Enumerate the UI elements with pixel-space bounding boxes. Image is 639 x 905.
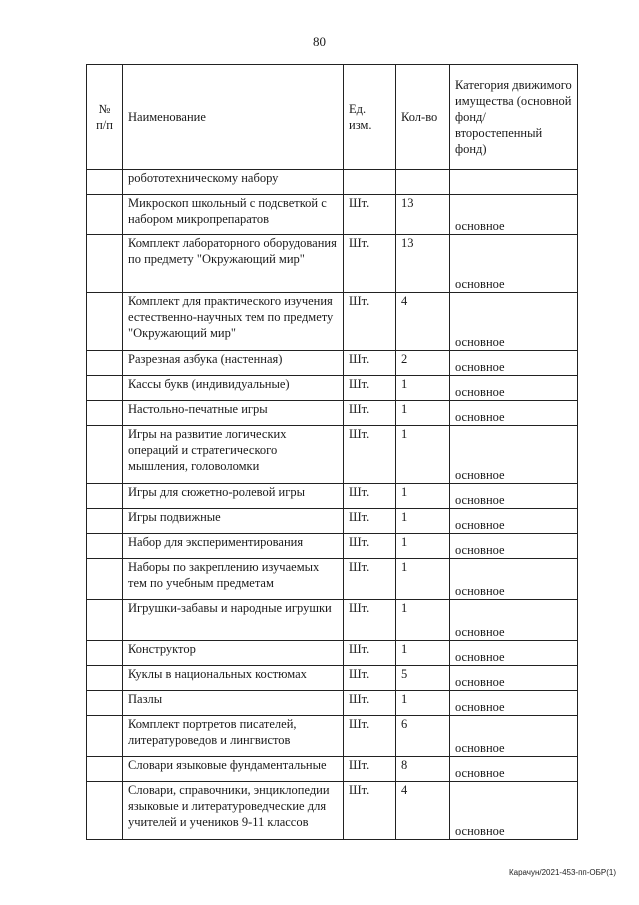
row-name: Игры для сюжетно-ролевой игры [123,484,344,509]
row-name: Куклы в национальных костюмах [123,666,344,691]
table-row [87,235,578,293]
table-row [87,691,578,716]
row-num [87,534,123,559]
row-num [87,195,123,235]
row-qty: 8 [396,757,450,782]
row-num [87,376,123,401]
table-row [87,484,578,509]
row-num [87,293,123,351]
table-row [87,293,578,351]
row-category: основное [450,666,578,691]
row-unit: Шт. [344,782,396,840]
row-qty: 1 [396,534,450,559]
row-category: основное [450,534,578,559]
row-unit: Шт. [344,293,396,351]
row-qty: 1 [396,484,450,509]
row-category: основное [450,235,578,293]
row-category: основное [450,293,578,351]
row-num [87,757,123,782]
row-unit: Шт. [344,757,396,782]
row-category: основное [450,641,578,666]
row-name: Словари языковые фундаментальные [123,757,344,782]
row-unit [344,170,396,195]
row-num [87,235,123,293]
row-unit: Шт. [344,691,396,716]
table-row [87,426,578,484]
header-qty: Кол-во [396,65,450,170]
row-name: Набор для экспериментирования [123,534,344,559]
table-row [87,376,578,401]
row-category: основное [450,600,578,641]
row-num [87,426,123,484]
row-name: Конструктор [123,641,344,666]
row-num [87,666,123,691]
row-category: основное [450,195,578,235]
row-unit: Шт. [344,600,396,641]
header-unit: Ед. изм. [344,65,396,170]
row-category: основное [450,426,578,484]
row-qty: 13 [396,195,450,235]
row-num [87,782,123,840]
row-unit: Шт. [344,235,396,293]
row-category: основное [450,509,578,534]
header-row [87,65,578,170]
document-code: Карачун/2021-453-пп-ОБР(1) [508,868,616,877]
row-category: основное [450,401,578,426]
table-row [87,559,578,600]
row-category [450,170,578,195]
row-num [87,600,123,641]
row-name: Комплект для практического изучения естественно-научных тем по предмету "Окружающий мир" [123,293,344,351]
row-qty: 1 [396,509,450,534]
row-category: основное [450,716,578,757]
row-qty: 2 [396,351,450,376]
equipment-table [86,64,578,840]
table-row [87,351,578,376]
row-name: робототехническому набору [123,170,344,195]
row-unit: Шт. [344,666,396,691]
table-row [87,509,578,534]
row-unit: Шт. [344,376,396,401]
row-unit: Шт. [344,534,396,559]
row-qty: 4 [396,293,450,351]
row-num [87,484,123,509]
row-qty: 1 [396,641,450,666]
row-qty: 1 [396,600,450,641]
table-row [87,534,578,559]
row-category: основное [450,484,578,509]
row-category: основное [450,351,578,376]
row-name: Разрезная азбука (настенная) [123,351,344,376]
table-row [87,716,578,757]
table-row [87,600,578,641]
row-num [87,691,123,716]
row-unit: Шт. [344,509,396,534]
row-name: Кассы букв (индивидуальные) [123,376,344,401]
row-num [87,559,123,600]
row-name: Пазлы [123,691,344,716]
row-qty [396,170,450,195]
row-qty: 1 [396,376,450,401]
table-row [87,401,578,426]
table-row [87,666,578,691]
row-category: основное [450,559,578,600]
row-unit: Шт. [344,401,396,426]
row-qty: 13 [396,235,450,293]
row-name: Наборы по закреплению изучаемых тем по учебным предметам [123,559,344,600]
row-category: основное [450,376,578,401]
row-name: Словари, справочники, энциклопедии языковые и литературоведческие для учителей и учеников 9-11 классов [123,782,344,840]
row-category: основное [450,691,578,716]
row-unit: Шт. [344,484,396,509]
page-number: 80 [313,34,326,49]
row-num [87,716,123,757]
row-qty: 1 [396,401,450,426]
header-name: Наименование [123,65,344,170]
row-name: Микроскоп школьный с подсветкой с набором микропрепаратов [123,195,344,235]
header-category: Категория движимого имущества (основной фонд/ второстепенный фонд) [450,65,578,170]
table-row [87,195,578,235]
row-unit: Шт. [344,195,396,235]
row-num [87,641,123,666]
row-name: Игры подвижные [123,509,344,534]
row-num [87,401,123,426]
row-num [87,351,123,376]
row-name: Игры на развитие логических операций и стратегического мышления, головоломки [123,426,344,484]
row-name: Комплект портретов писателей, литературоведов и лингвистов [123,716,344,757]
row-name: Настольно-печатные игры [123,401,344,426]
table-row [87,782,578,840]
row-name: Игрушки-забавы и народные игрушки [123,600,344,641]
table-row [87,641,578,666]
row-num [87,170,123,195]
table-row [87,757,578,782]
row-unit: Шт. [344,351,396,376]
header-num: № п/п [87,65,123,170]
row-unit: Шт. [344,641,396,666]
row-num [87,509,123,534]
row-qty: 1 [396,691,450,716]
row-qty: 1 [396,426,450,484]
row-qty: 5 [396,666,450,691]
row-name: Комплект лабораторного оборудования по предмету "Окружающий мир" [123,235,344,293]
row-unit: Шт. [344,716,396,757]
row-category: основное [450,757,578,782]
row-qty: 4 [396,782,450,840]
row-qty: 1 [396,559,450,600]
row-qty: 6 [396,716,450,757]
table-row [87,170,578,195]
row-unit: Шт. [344,426,396,484]
row-category: основное [450,782,578,840]
row-unit: Шт. [344,559,396,600]
